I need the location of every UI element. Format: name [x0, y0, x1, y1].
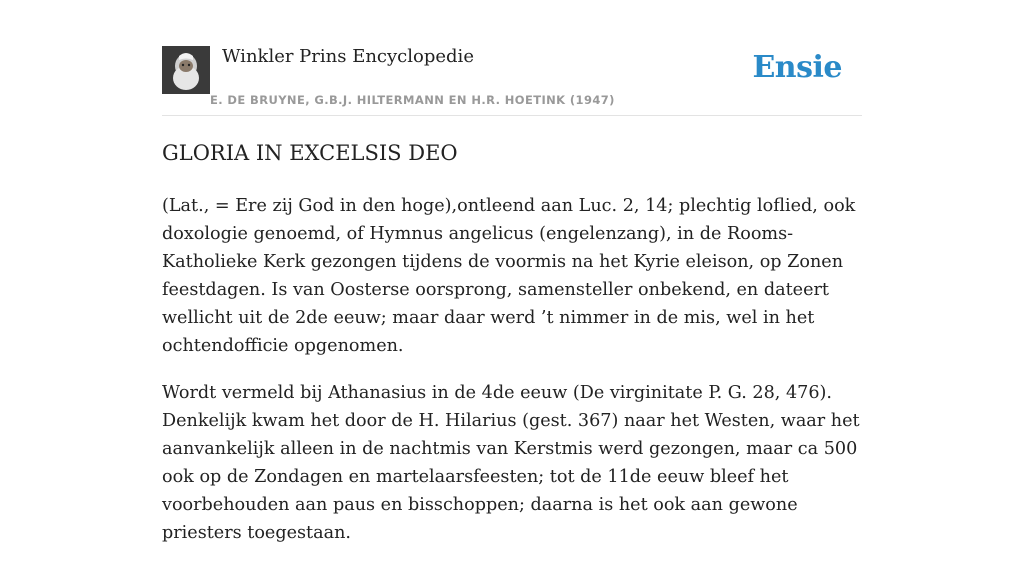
ensie-logo-link[interactable]: Ensie — [752, 50, 842, 85]
bearded-man-portrait-icon — [162, 46, 210, 94]
article-paragraph: (Lat., = Ere zij God in den hoge),ontleend aan Luc. 2, 14; plechtig loflied, ook doxologie genoemd, of Hymnus angelicus (engelenzang), in de Rooms-Katholieke Kerk gezongen tijdens de voormis na het Kyrie eleison, op Zonen feestdagen. Is van Oosterse oorsprong, samensteller onbekend, en dateert wellicht uit de 2de eeuw; maar daar werd ’t nimmer in de mis, wel in het ochtendofficie opgenomen. — [162, 196, 856, 356]
authors-line: E. DE BRUYNE, G.B.J. HILTERMANN EN H.R. HOETINK (1947) — [210, 93, 615, 107]
article-paragraph: Wordt vermeld bij Athanasius in de 4de eeuw (De virginitate P. G. 28, 476). Denkelijk kwam het door de H. Hilarius (gest. 367) naar het Westen, waar het aanvankelijk alleen in de nachtmis van Kerstmis werd gezongen, maar ca 500 ook op de Zondagen en martelaarsfeesten; tot de 11de eeuw bleef het voorbehouden aan paus en bisschoppen; daarna is het ook aan gewone priesters toegestaan. — [162, 383, 860, 543]
encyclopedia-title[interactable]: Winkler Prins Encyclopedie — [222, 46, 474, 67]
header — [162, 45, 862, 116]
article-body — [162, 192, 862, 566]
author-avatar[interactable] — [162, 46, 210, 94]
article-title: GLORIA IN EXCELSIS DEO — [162, 141, 458, 165]
